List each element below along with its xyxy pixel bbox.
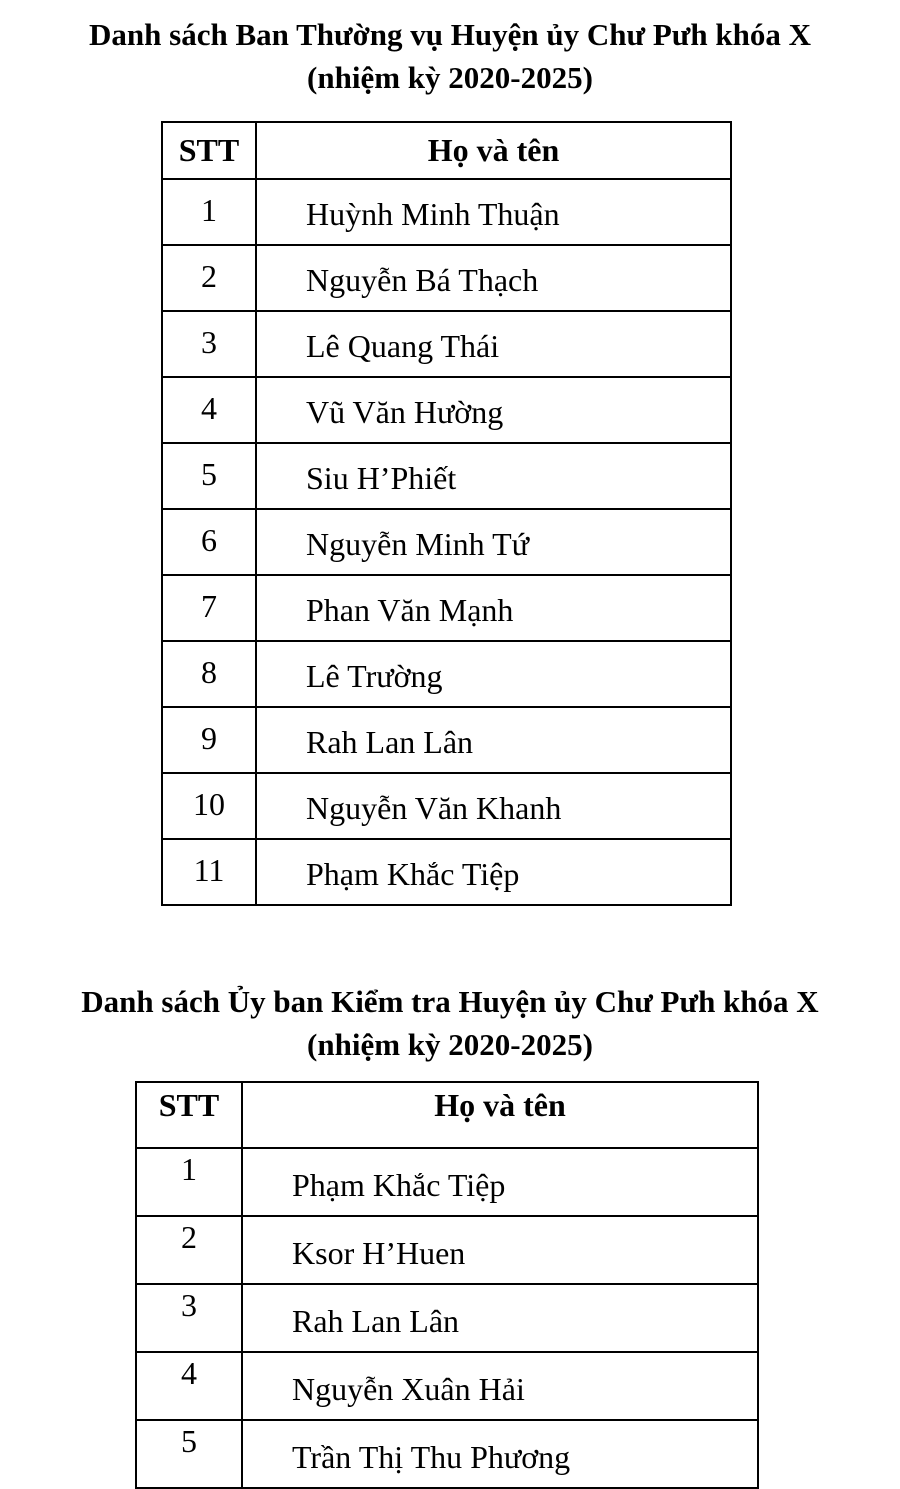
header-stt: STT: [136, 1082, 242, 1148]
table-row: [162, 707, 731, 773]
row-name: Siu H’Phiết: [256, 443, 731, 509]
table-row: [162, 245, 731, 311]
inspection-committee-title: [0, 980, 900, 1066]
table-row: [162, 773, 731, 839]
row-stt: 2: [136, 1216, 242, 1284]
table-row: [162, 839, 731, 905]
standing-committee-title: [0, 13, 900, 99]
table-row: [162, 641, 731, 707]
inspection-committee-table: [135, 1081, 759, 1489]
row-stt: 11: [162, 839, 256, 905]
row-stt: 4: [162, 377, 256, 443]
row-stt: 5: [162, 443, 256, 509]
title-line-1: Danh sách Ủy ban Kiểm tra Huyện ủy Chư Pưh khóa X: [81, 984, 819, 1019]
row-name: Nguyễn Văn Khanh: [256, 773, 731, 839]
table-row: [162, 179, 731, 245]
row-name: Lê Trường: [256, 641, 731, 707]
row-stt: 3: [136, 1284, 242, 1352]
row-stt: 1: [136, 1148, 242, 1216]
header-name: Họ và tên: [256, 122, 731, 179]
row-name: Trần Thị Thu Phương: [242, 1420, 758, 1488]
table-row: [136, 1284, 758, 1352]
header-stt: STT: [162, 122, 256, 179]
row-name: Lê Quang Thái: [256, 311, 731, 377]
row-name: Phạm Khắc Tiệp: [256, 839, 731, 905]
row-name: Rah Lan Lân: [256, 707, 731, 773]
row-stt: 6: [162, 509, 256, 575]
row-stt: 10: [162, 773, 256, 839]
title-line-1: Danh sách Ban Thường vụ Huyện ủy Chư Pưh khóa X: [89, 17, 811, 52]
row-stt: 8: [162, 641, 256, 707]
standing-committee-table: [161, 121, 732, 906]
table-row: [136, 1420, 758, 1488]
row-stt: 3: [162, 311, 256, 377]
table-row: [162, 509, 731, 575]
row-stt: 9: [162, 707, 256, 773]
row-name: Nguyễn Bá Thạch: [256, 245, 731, 311]
row-name: Nguyễn Xuân Hải: [242, 1352, 758, 1420]
row-name: Nguyễn Minh Tứ: [256, 509, 731, 575]
table-row: [162, 443, 731, 509]
title-line-2: (nhiệm kỳ 2020-2025): [307, 1027, 593, 1062]
row-stt: 5: [136, 1420, 242, 1488]
row-stt: 4: [136, 1352, 242, 1420]
table-row: [136, 1148, 758, 1216]
row-name: Phạm Khắc Tiệp: [242, 1148, 758, 1216]
table-row: [136, 1216, 758, 1284]
row-name: Rah Lan Lân: [242, 1284, 758, 1352]
table-row: [162, 377, 731, 443]
table-row: [136, 1352, 758, 1420]
table-header-row: [136, 1082, 758, 1148]
table-row: [162, 575, 731, 641]
title-line-2: (nhiệm kỳ 2020-2025): [307, 60, 593, 95]
row-stt: 2: [162, 245, 256, 311]
row-name: Phan Văn Mạnh: [256, 575, 731, 641]
table-row: [162, 311, 731, 377]
row-stt: 1: [162, 179, 256, 245]
table-header-row: [162, 122, 731, 179]
row-name: Ksor H’Huen: [242, 1216, 758, 1284]
row-stt: 7: [162, 575, 256, 641]
row-name: Vũ Văn Hường: [256, 377, 731, 443]
header-name: Họ và tên: [242, 1082, 758, 1148]
row-name: Huỳnh Minh Thuận: [256, 179, 731, 245]
